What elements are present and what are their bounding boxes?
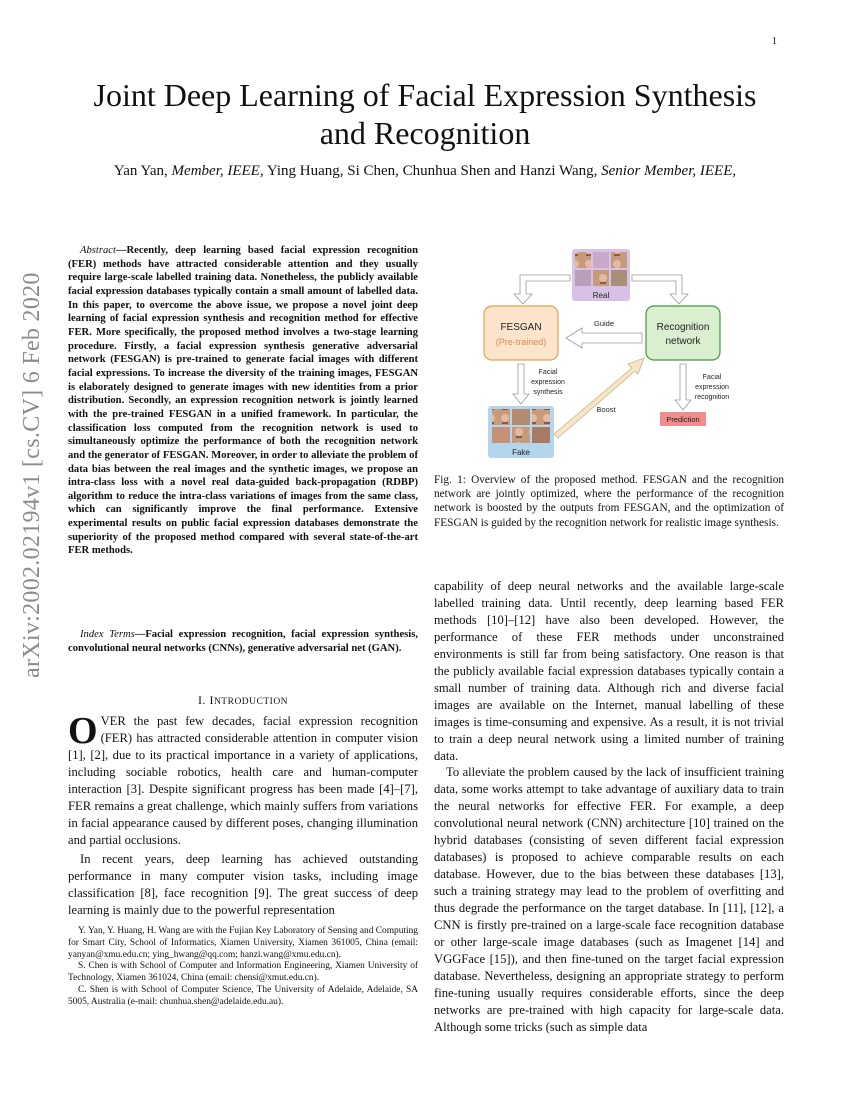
fake-label: Fake	[512, 448, 530, 457]
right-paragraph-1: capability of deep neural networks and the available large-scale labelled training data. Until recently, deep learning based FER methods [10]–[12] have also been developed. However, the performance of these FER methods under unconstrained environments is still far from being satisfactory. One reason is that the publicly available facial expression databases typically contain a small number of training data. Although rich and diverse facial images are available on the Internet, manual labelling of these images is time-consuming and expensive. As a result, it is not trivial to train a deep neural network using a limited number of training data.	[434, 579, 784, 763]
recognition-step-line1: Facial	[702, 374, 722, 381]
recognition-label-line2: network	[665, 336, 701, 347]
right-column-body	[434, 578, 784, 1036]
arxiv-watermark	[12, 272, 52, 678]
fesgan-box	[484, 306, 558, 360]
overview-figure	[470, 244, 770, 464]
real-to-recognition-arrow	[632, 275, 688, 304]
intro-paragraph-1-text: VER the past few decades, facial expression recognition (FER) has attracted considerable attention in computer vision [1], [2], due to its practical importance in a variety of applications, including sociable robotics, health care and human-computer interaction [3]. Despite significant progress has been made [4]–[7], FER remains a great challenge, which mainly suffers from variations in facial appearance caused by different poses, changing illumination and partial occlusions.	[68, 714, 418, 847]
boost-arrow	[554, 358, 644, 438]
index-terms-text: —Facial expression recognition, facial expression synthesis, convolutional neural networks (CNNs), generative adversarial net (GAN).	[68, 629, 418, 654]
abstract-label: Abstract	[80, 245, 116, 256]
section-title-rest: NTRODUCTION	[213, 697, 289, 707]
authors-role-1: Member, IEEE,	[171, 163, 264, 179]
title-line-1: Joint Deep Learning of Facial Expression Synthesis	[93, 77, 757, 113]
prediction-label: Prediction	[666, 415, 700, 424]
abstract	[68, 244, 418, 558]
section-heading-introduction	[68, 693, 418, 708]
guide-label: Guide	[593, 319, 615, 328]
fesgan-down-arrow	[513, 364, 529, 404]
boost-label: Boost	[596, 405, 616, 414]
recognition-network-box	[646, 306, 720, 360]
footnote-2: S. Chen is with School of Computer and Information Engineering, Xiamen University of Technology, Xiamen 361024, China (email: chensi@xmut.edu.cn).	[68, 961, 418, 983]
index-terms	[68, 628, 418, 655]
footnote-1: Y. Yan, Y. Huang, H. Wang are with the Fujian Key Laboratory of Sensing and Computing for Smart City, School of Informatics, Xiamen University, Xiamen 361005, China (email: yanyan@xmu.edu.cn; ying_hwang@qq.com; hanzi.wang@xmu.edu.cn).	[68, 926, 418, 960]
synthesis-line1: Facial	[538, 369, 558, 376]
figure-caption: Fig. 1: Overview of the proposed method. FESGAN and the recognition network are jointly optimized, where the performance of the recognition network is boosted by the outputs from FESGAN, and the optimization of FESGAN is guided by the recognition network for realistic image synthesis.	[434, 474, 784, 529]
section-title-first: I	[209, 693, 214, 707]
synthesis-line2: expression	[531, 379, 565, 386]
authors-part-1: Yan Yan,	[113, 163, 168, 179]
recognition-step-line2: expression	[695, 384, 729, 391]
synthesis-line3: synthesis	[533, 389, 563, 396]
index-terms-label: Index Terms	[80, 629, 135, 640]
intro-paragraph-1	[68, 710, 418, 849]
fesgan-label: FESGAN	[500, 322, 542, 333]
guide-arrow	[566, 328, 642, 348]
abstract-text: —Recently, deep learning based facial expression recognition (FER) methods have attracted considerable attention and they usually require large-scale labelled training data. Nonetheless, the publicly available facial expression databases typically contain a small amount of labelled data. In this paper, to overcome the above issue, we propose a novel joint deep learning of facial expression synthesis and recognition method for effective FER. More specifically, the proposed method involves a two-stage learning procedure. Firstly, a facial expression synthesis generative adversarial network (FESGAN) is pre-trained to generate facial images with different facial expressions. To increase the diversity of the training images, FESGAN is elaborately designed to generate images with new identities from a prior distribution. Secondly, an expression recognition network is jointly learned with the pre-trained FESGAN in a unified framework. In particular, the classification loss computed from the recognition network is used to simultaneously optimize the performance of both the recognition network and the generator of FESGAN. Moreover, in order to alleviate the problem of data bias between the real images and the synthetic images, we propose an intra-class loss with a novel real data-guided back-propagation (RDBP) algorithm to reduce the intra-class variations of images from the same class, which can significantly improve the final performance. Extensive experimental results on public facial expression databases demonstrate the superiority of the proposed method compared with several state-of-the-art FER methods.	[68, 245, 418, 557]
paper-title	[40, 76, 810, 152]
section-numeral: I.	[197, 693, 206, 707]
real-label: Real	[592, 291, 610, 300]
arxiv-id: arXiv:2002.02194v1 [cs.CV] 6 Feb 2020	[19, 272, 45, 678]
page-number: 1	[772, 36, 777, 47]
authors-part-2: Ying Huang, Si Chen, Chunhua Shen and Hanzi Wang,	[266, 163, 598, 179]
authors-role-2: Senior Member, IEEE,	[601, 163, 737, 179]
author-list	[40, 163, 810, 180]
pretrained-label: (Pre-trained)	[495, 337, 547, 347]
right-paragraph-2: To alleviate the problem caused by the lack of insufficient training data, some works attempt to take advantage of auxiliary data to train the neural networks for effective FER. For example, a deep convolutional neural network (CNN) architecture [10] trained on the hybrid databases (consisting of seven different facial expression databases) is proposed to achieve comparable results on each database. However, due to the bias between these databases [13], such a training strategy may lead to the problem of overfitting and thus degrade the performance on the target database. In [11], [12], a CNN is firstly pre-trained on a large-scale face recognition database or other large-scale image databases (such as Imagenet [14] and VGGFace [15]), and then fine-tuned on the target facial expression database. Nevertheless, designing an appropriate strategy to perform fine-tuning usually requires considerable efforts, since the deep networks are pre-trained with high capacity for large-scale data. Although some tricks (such as simple data	[434, 765, 784, 1034]
recognition-down-arrow	[675, 364, 691, 410]
title-line-2: and Recognition	[319, 115, 531, 151]
footnotes	[68, 926, 418, 1008]
footnote-3: C. Shen is with School of Computer Science, The University of Adelaide, Adelaide, SA 5005, Australia (e-mail: chunhua.shen@adelaide.edu.au).	[68, 984, 418, 1007]
intro-paragraph-2: In recent years, deep learning has achieved outstanding performance in many computer vision tasks, including image classification [8], face recognition [9]. The great success of deep learning is mainly due to the powerful representation	[68, 852, 418, 917]
drop-cap: O	[68, 710, 98, 752]
recognition-label-line1: Recognition	[656, 322, 710, 333]
recognition-step-line3: recognition	[694, 394, 730, 401]
real-to-fesgan-arrow	[514, 275, 570, 304]
